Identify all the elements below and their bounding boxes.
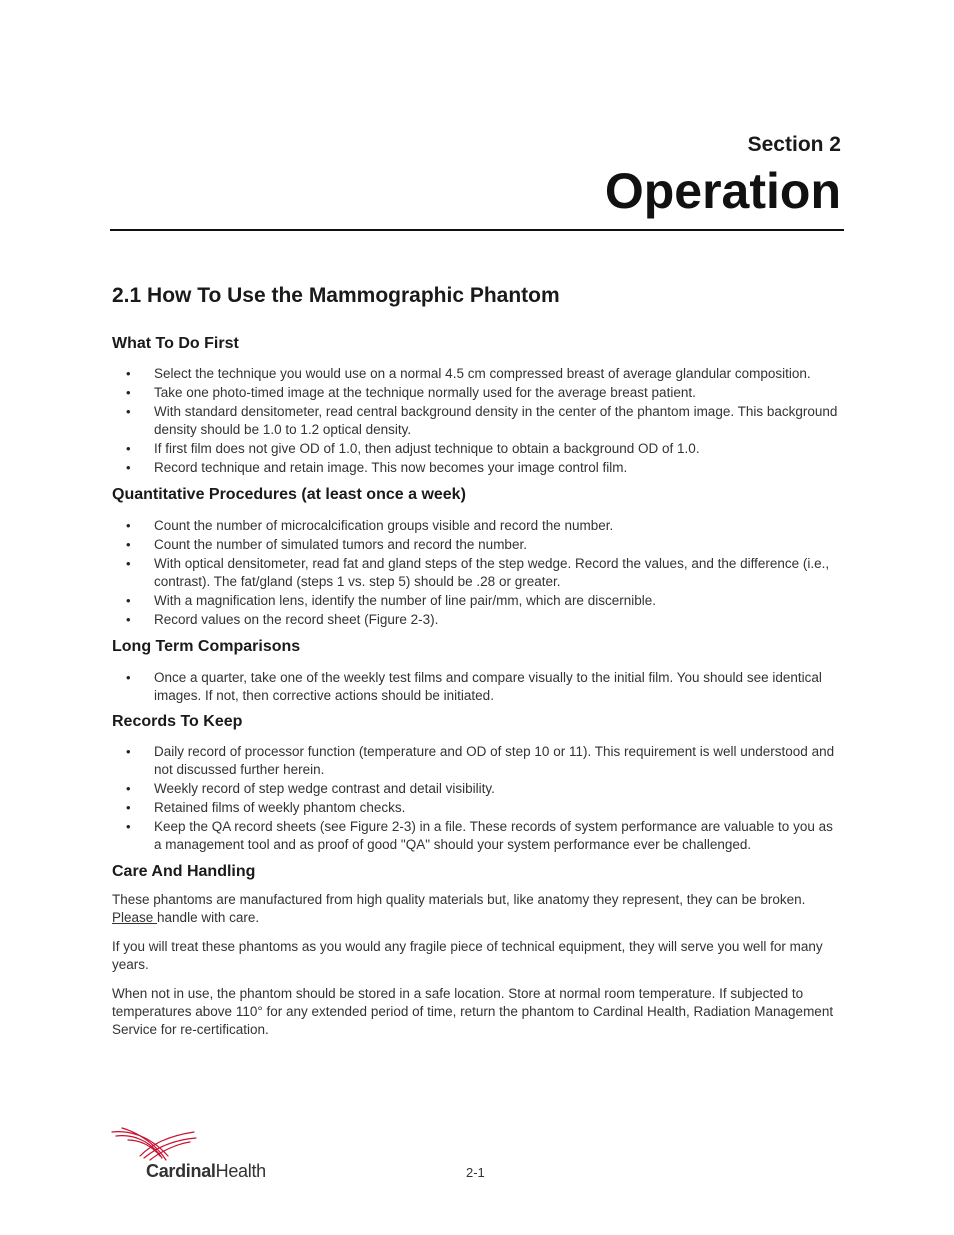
bullet-icon: • — [126, 404, 131, 419]
cardinal-health-logo — [110, 1126, 270, 1186]
logo-wordmark: CardinalHealth — [146, 1161, 266, 1181]
page-title: Operation — [604, 163, 841, 219]
bullet-icon: • — [126, 385, 131, 400]
care-paragraph-1: These phantoms are manufactured from high quality materials but, like anatomy they represent, they can be broken. Please handle with care. — [112, 892, 806, 925]
bullet-icon: • — [126, 800, 131, 815]
long-term-list — [112, 669, 842, 705]
main-content — [112, 280, 842, 1039]
bullet-icon: • — [126, 819, 131, 834]
list-item: • Count the number of microcalcification groups visible and record the number. — [126, 518, 614, 533]
list-item: • Once a quarter, take one of the weekly test films and compare visually to the initial film. You should see identical images. If not, then corrective actions should be initiated. — [126, 670, 822, 703]
list-item: • Count the number of simulated tumors and record the number. — [126, 537, 527, 552]
bullet-icon: • — [126, 537, 131, 552]
list-item: • Daily record of processor function (temperature and OD of step 10 or 11). This requirement is well understood and not discussed further herein. — [126, 744, 835, 777]
list-item: • Take one photo-timed image at the technique normally used for the average breast patient. — [126, 385, 696, 400]
records-heading: Records To Keep — [112, 713, 243, 730]
bullet-icon: • — [126, 460, 131, 475]
bullet-icon: • — [126, 441, 131, 456]
list-item: • With standard densitometer, read central background density in the center of the phantom image. This background density should be 1.0 to 1.2 optical density. — [126, 404, 838, 437]
what-first-heading: What To Do First — [112, 335, 239, 352]
title-rule — [110, 229, 844, 231]
bullet-icon: • — [126, 670, 131, 685]
bullet-icon: • — [126, 518, 131, 533]
care-paragraph-2: If you will treat these phantoms as you would any fragile piece of technical equipment, they will serve you well for many years. — [112, 939, 823, 972]
bullet-icon: • — [126, 744, 131, 759]
quantitative-heading: Quantitative Procedures (at least once a week) — [112, 486, 466, 503]
list-item: • With a magnification lens, identify the number of line pair/mm, which are discernible. — [126, 593, 656, 608]
section-heading: 2.1 How To Use the Mammographic Phantom — [112, 284, 560, 307]
list-item: • Retained films of weekly phantom checks. — [126, 800, 406, 815]
care-heading: Care And Handling — [112, 863, 256, 880]
bullet-icon: • — [126, 593, 131, 608]
please-text: Please — [112, 910, 158, 925]
bullet-icon: • — [126, 366, 131, 381]
list-item: • Record values on the record sheet (Figure 2-3). — [126, 612, 439, 627]
what-first-list — [112, 365, 842, 477]
long-term-heading: Long Term Comparisons — [112, 638, 301, 655]
records-list — [112, 743, 842, 854]
list-item: • Select the technique you would use on a normal 4.5 cm compressed breast of average glandular composition. — [126, 366, 811, 381]
care-paragraph-3: When not in use, the phantom should be stored in a safe location. Store at normal room temperature. If subjected to temperatures above 110° for any extended period of time, return the phantom to Cardinal Health, Radiation Management Service for re-certification. — [112, 986, 834, 1037]
bullet-icon: • — [126, 556, 131, 571]
bullet-icon: • — [126, 612, 131, 627]
page-header — [110, 130, 844, 222]
bullet-icon: • — [126, 781, 131, 796]
list-item: • With optical densitometer, read fat and gland steps of the step wedge. Record the values, and the difference (i.e., contrast). The fat/gland (steps 1 vs. step 5) should be .28 or greater. — [126, 556, 830, 589]
list-item: • Record technique and retain image. This now becomes your image control film. — [126, 460, 628, 475]
quantitative-list — [112, 517, 842, 629]
list-item: • If first film does not give OD of 1.0, then adjust technique to obtain a background OD of 1.0. — [126, 441, 700, 456]
section-label: Section 2 — [747, 133, 841, 156]
list-item: • Keep the QA record sheets (see Figure 2-3) in a file. These records of system performance are valuable to you as a management tool and as proof of good "QA" should your system performance ever be challenged. — [126, 819, 833, 852]
page-number: 2-1 — [466, 1165, 485, 1180]
list-item: • Weekly record of step wedge contrast and detail visibility. — [126, 781, 495, 796]
